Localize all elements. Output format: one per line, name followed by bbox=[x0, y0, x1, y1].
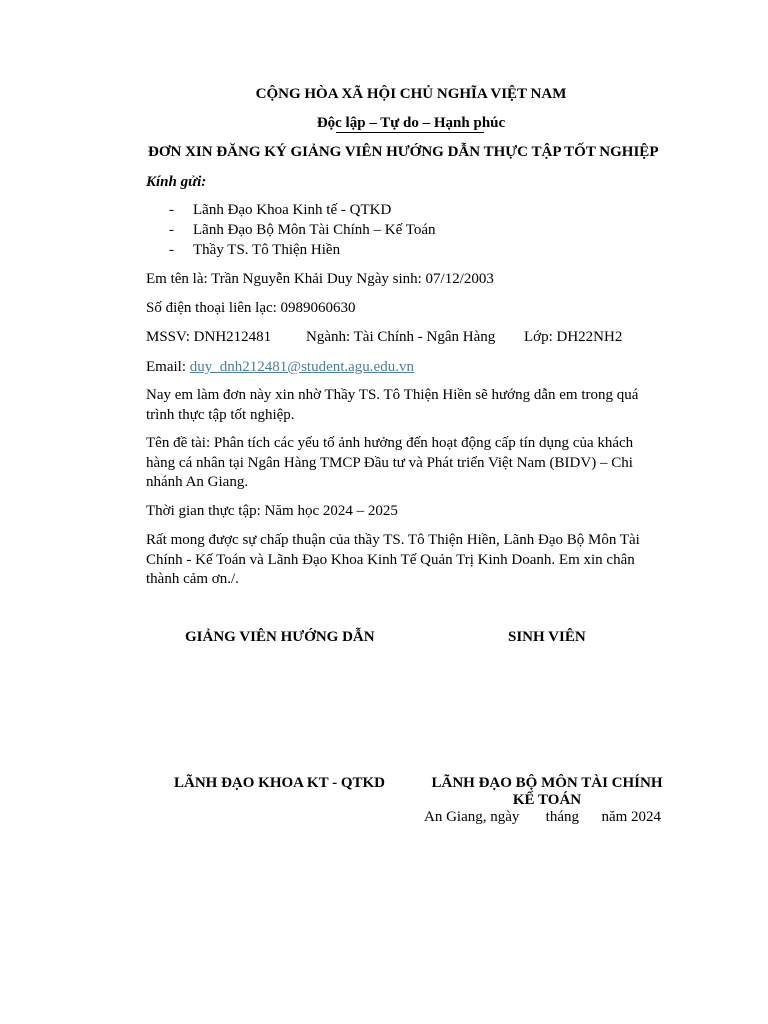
motto-underline bbox=[336, 132, 484, 133]
email-link[interactable]: duy_dnh212481@student.agu.edu.vn bbox=[189, 359, 414, 375]
dept-lead-signature-title-line2: KẾ TOÁN bbox=[512, 792, 582, 808]
advisor-signature-title: GIẢNG VIÊN HƯỚNG DẪN bbox=[185, 629, 375, 645]
dept-lead-signature-title-line1: LÃNH ĐẠO BỘ MÔN TÀI CHÍNH bbox=[431, 775, 663, 791]
list-bullet: - bbox=[169, 202, 174, 218]
list-bullet: - bbox=[169, 242, 174, 258]
nation-heading: CỘNG HÒA XÃ HỘI CHỦ NGHĨA VIỆT NAM bbox=[255, 86, 567, 102]
class: Lớp: DH22NH2 bbox=[524, 329, 623, 345]
request-paragraph: Nay em làm đơn này xin nhờ Thầy TS. Tô Thiện Hiền sẽ hướng dẫn em trong quá trình thực tập tốt nghiệp. bbox=[146, 387, 639, 423]
place-date: An Giang, ngày tháng năm 2024 bbox=[424, 809, 662, 825]
major: Ngành: Tài Chính - Ngân Hàng bbox=[306, 329, 496, 345]
list-item: Lãnh Đạo Bộ Môn Tài Chính – Kế Toán bbox=[193, 222, 436, 238]
document-title: ĐƠN XIN ĐĂNG KÝ GIẢNG VIÊN HƯỚNG DẪN THỰC TẬP TỐT NGHIỆP bbox=[148, 144, 659, 160]
email-line bbox=[146, 358, 414, 377]
period-paragraph: Thời gian thực tập: Năm học 2024 – 2025 bbox=[146, 503, 398, 519]
topic-paragraph: Tên đề tài: Phân tích các yếu tố ảnh hưởng đến hoạt động cấp tín dụng của khách hàng cá nhân tại Ngân Hàng TMCP Đầu tư và Phát triển Việt Nam (BIDV) – Chi nhánh An Giang. bbox=[146, 435, 634, 490]
list-item: Lãnh Đạo Khoa Kinh tế - QTKD bbox=[193, 202, 392, 218]
phone-line: Số điện thoại liên lạc: 0989060630 bbox=[146, 300, 356, 316]
motto: Độc lập – Tự do – Hạnh phúc bbox=[316, 115, 506, 131]
mssv: MSSV: DNH212481 bbox=[146, 329, 272, 345]
student-name-line: Em tên là: Trần Nguyễn Khải Duy Ngày sinh: 07/12/2003 bbox=[146, 271, 494, 287]
greeting: Kính gửi: bbox=[146, 174, 207, 190]
closing-paragraph: Rất mong được sự chấp thuận của thầy TS. Tô Thiện Hiền, Lãnh Đạo Bộ Môn Tài Chính - Kế Toán và Lãnh Đạo Khoa Kinh Tế Quản Trị Kinh Doanh. Em xin chân thành cảm ơn./. bbox=[146, 532, 640, 587]
student-signature-title: SINH VIÊN bbox=[508, 629, 586, 645]
list-bullet: - bbox=[169, 222, 174, 238]
faculty-lead-signature-title: LÃNH ĐẠO KHOA KT - QTKD bbox=[174, 775, 385, 791]
email-label: Email: bbox=[146, 359, 186, 375]
list-item: Thầy TS. Tô Thiện Hiền bbox=[193, 242, 341, 258]
